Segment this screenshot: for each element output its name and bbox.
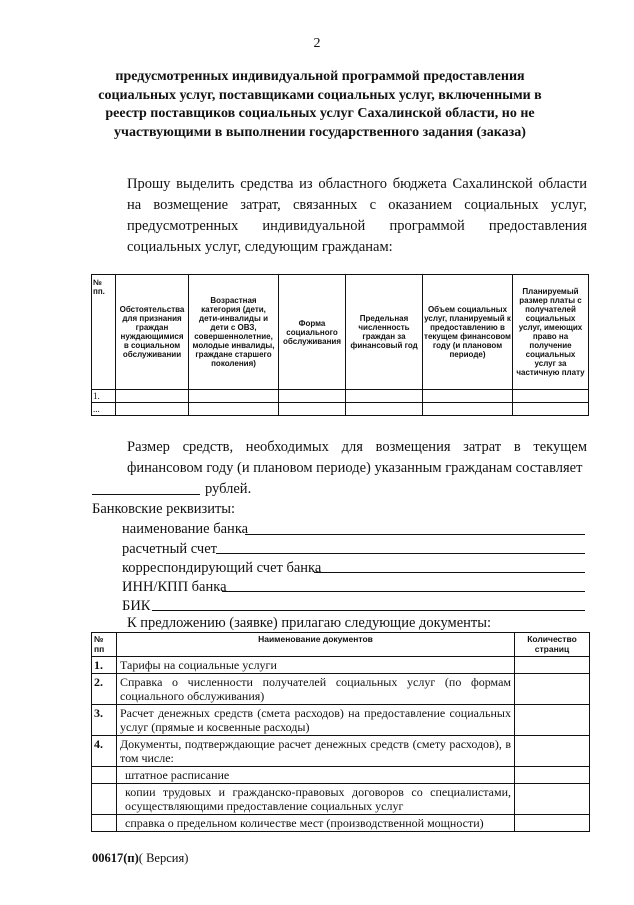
amount-blank[interactable] — [92, 494, 200, 495]
document-title: предусмотренных индивидуальной программой предоставления социальных услуг, поставщиками социальных услуг, включенными в реестр поставщиков социальных услуг Сахалинской области, но не участвующими в выполнении государственного задания (заказа) — [98, 69, 542, 140]
header-service-form: Форма социального обслуживания — [279, 275, 346, 390]
header-service-volume: Объем социальных услуг, планируемый к предоставлению в текущем финансовом году (и плановом периоде) — [423, 275, 513, 390]
bik-field[interactable] — [152, 610, 585, 611]
header-planned-fee: Планируемый размер платы с получателей социальных услуг, имеющих право на получение социальных услуг за частичную плату — [513, 275, 589, 390]
doc-header-name: Наименование документов — [117, 633, 515, 657]
request-paragraph: Прошу выделить средства из областного бюджета Сахалинской области на возмещение затрат, связанных с оказанием социальных услуг, предусмотренных индивидуальной программой предоставления социальных услуг, следующим гражданам: — [127, 176, 587, 255]
table-row — [92, 657, 590, 674]
documents-table — [91, 632, 590, 832]
corr-account-field[interactable] — [314, 572, 585, 573]
row-number: 1. — [92, 390, 116, 403]
table-row — [92, 736, 590, 767]
inn-kpp-field[interactable] — [222, 591, 585, 592]
doc-row-name: Тарифы на социальные услуги — [117, 657, 515, 674]
bank-heading: Банковские реквизиты: — [92, 501, 236, 517]
table-row — [92, 705, 590, 736]
doc-row-name: Расчет денежных средств (смета расходов) на предоставление социальных услуг (прямые и косвенные расходы) — [117, 705, 515, 736]
table-row — [92, 815, 590, 832]
header-number: № пп. — [92, 275, 116, 390]
row-number: ... — [92, 403, 116, 416]
table-row — [92, 674, 590, 705]
amount-suffix: рублей. — [205, 481, 252, 497]
corr-account-label: корреспондирующий счет банка — [122, 560, 322, 576]
doc-row-name: справка о предельном количестве мест (производственной мощности) — [117, 815, 515, 832]
page-number: 2 — [313, 36, 321, 51]
table-row — [92, 403, 589, 416]
header-age-category: Возрастная категория (дети, дети-инвалиды и дети с ОВЗ, совершеннолетние, молодые инвалиды, граждане старшего поколения) — [189, 275, 279, 390]
header-circumstances: Обстоятельства для признания граждан нуждающимися в социальном обслуживании — [116, 275, 189, 390]
bank-name-field[interactable] — [245, 534, 585, 535]
doc-row-name: Документы, подтверждающие расчет денежных средств (смету расходов), в том числе: — [117, 736, 515, 767]
bik-label: БИК — [122, 598, 151, 614]
attachments-intro: К предложению (заявке) прилагаю следующие документы: — [127, 615, 492, 631]
doc-header-pages: Количество страниц — [515, 633, 590, 657]
account-label: расчетный счет — [122, 541, 217, 557]
doc-row-name: Справка о численности получателей социальных услуг (по формам социального обслуживания) — [117, 674, 515, 705]
table-row — [92, 784, 590, 815]
table-row — [92, 767, 590, 784]
doc-row-name: копии трудовых и гражданско-правовых договоров со специалистами, осуществляющими предоставление социальных услуг — [117, 784, 515, 815]
amount-paragraph: Размер средств, необходимых для возмещения затрат в текущем финансовом году (и плановом периоде) указанным гражданам составляет — [127, 439, 587, 476]
citizens-table — [91, 274, 589, 416]
doc-header-number: № пп — [92, 633, 117, 657]
doc-row-name: штатное расписание — [117, 767, 515, 784]
table-row — [92, 390, 589, 403]
doc-row-number: 3. — [92, 705, 117, 736]
account-field[interactable] — [216, 553, 585, 554]
doc-row-number: 1. — [92, 657, 117, 674]
document-code: 00617(п)( Версия) — [92, 851, 189, 865]
doc-row-number: 2. — [92, 674, 117, 705]
doc-row-number: 4. — [92, 736, 117, 767]
inn-kpp-label: ИНН/КПП банка — [122, 579, 227, 595]
bank-name-label: наименование банка — [122, 521, 249, 537]
header-max-count: Предельная численность граждан за финансовый год — [346, 275, 423, 390]
